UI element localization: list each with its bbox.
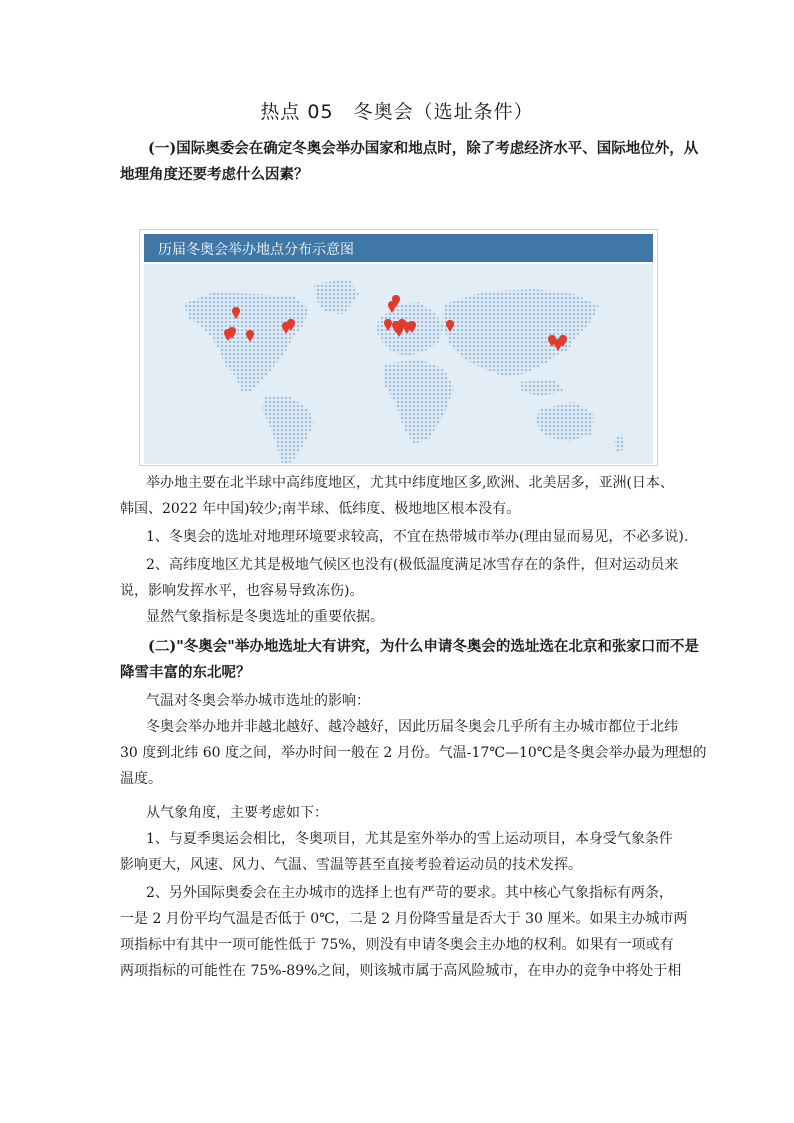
text-line: 1、冬奥会的选址对地理环境要求较高，不宜在热带城市举办(理由显而易见，不必多说). — [146, 529, 689, 545]
world-map — [144, 264, 653, 464]
paragraph-point-1 — [120, 524, 689, 550]
continent-north-america — [184, 292, 309, 394]
text-line: 一是 2 月份平均气温是否低于 0℃，二是 2 月份降雪量是否大于 30 厘米。如果主办城市两 — [120, 911, 688, 927]
text-line: 举办地主要在北半球中高纬度地区，尤其中纬度地区多,欧洲、北美居多，亚洲(日本、 — [146, 475, 674, 491]
paragraph-meteorology-1 — [120, 826, 680, 878]
question-1-line: (一)国际奥委会在确定冬奥会举办国家和地点时，除了考虑经济水平、国际地位外，从 — [148, 140, 699, 157]
text-line: 2、高纬度地区尤其是极地气候区也没有(极低温度满足冰雪存在的条件，但对运动员来 — [146, 557, 679, 573]
map-title-bar — [144, 234, 653, 262]
paragraph-meteorology-heading — [120, 800, 680, 826]
paragraph-distribution — [120, 470, 680, 522]
continent-australia — [536, 402, 594, 442]
question-2-line: (二)"冬奥会"举办地选址大有讲究，为什么申请冬奥会的选址选在北京和张家口而不是 — [148, 638, 699, 655]
continent-greenland — [314, 279, 359, 314]
question-2-line: 降雪丰富的东北呢？ — [120, 664, 251, 681]
text-line: 两项指标的可能性在 75%-89%之间，则该城市属于高风险城市，在申办的竞争中将处于相 — [120, 963, 682, 979]
text-line: 从气象角度，主要考虑如下： — [146, 805, 328, 821]
text-line: 项指标中有其中一项可能性低于 75%，则没有申请冬奥会主办地的权利。如果有一项或有 — [120, 937, 674, 953]
map-figure — [139, 229, 658, 466]
island-new-zealand — [614, 434, 624, 454]
text-line: 气温对冬奥会举办城市选址的影响： — [146, 693, 370, 709]
paragraph-temperature-heading — [120, 688, 680, 714]
world-map-svg — [144, 264, 653, 464]
text-line: 30 度到北纬 60 度之间，举办时间一般在 2 月份。气温-17℃—10℃是冬奥会举办最为理想的 — [120, 745, 707, 761]
text-line: 1、与夏季奥运会相比，冬奥项目，尤其是室外举办的雪上运动项目，本身受气象条件 — [146, 831, 673, 847]
text-line: 2、另外国际奥委会在主办城市的选择上也有严苛的要求。其中核心气象指标有两条， — [146, 885, 673, 901]
islands-southeast-asia — [519, 379, 564, 396]
text-line: 冬奥会举办地并非越北越好、越冷越好，因此历届冬奥会几乎所有主办城市都位于北纬 — [146, 719, 678, 735]
continent-south-america — [262, 396, 314, 464]
text-line: 韩国、2022 年中国)较少;南半球、低纬度、极地地区根本没有。 — [120, 501, 521, 517]
paragraph-temperature — [120, 714, 707, 792]
map-title: 历届冬奥会举办地点分布示意图 — [158, 242, 354, 258]
text-line: 影响更大，风速、风力、气温、雪温等甚至直接考验着运动员的技术发挥。 — [120, 857, 582, 873]
question-2 — [120, 633, 699, 685]
continent-africa — [384, 359, 454, 444]
text-line: 温度。 — [120, 771, 162, 787]
paragraph-point-2 — [120, 552, 680, 604]
continent-asia — [442, 289, 599, 376]
text-line: 显然气象指标是冬奥选址的重要依据。 — [146, 609, 384, 625]
page-title: 热点 05 冬奥会（选址条件） — [260, 101, 534, 123]
paragraph-meteorology-2 — [120, 880, 688, 984]
text-line: 说，影响发挥水平，也容易导致冻伤)。 — [120, 583, 364, 599]
question-1 — [120, 135, 699, 187]
paragraph-conclusion — [120, 604, 680, 630]
question-1-line: 地理角度还要考虑什么因素？ — [120, 166, 309, 183]
